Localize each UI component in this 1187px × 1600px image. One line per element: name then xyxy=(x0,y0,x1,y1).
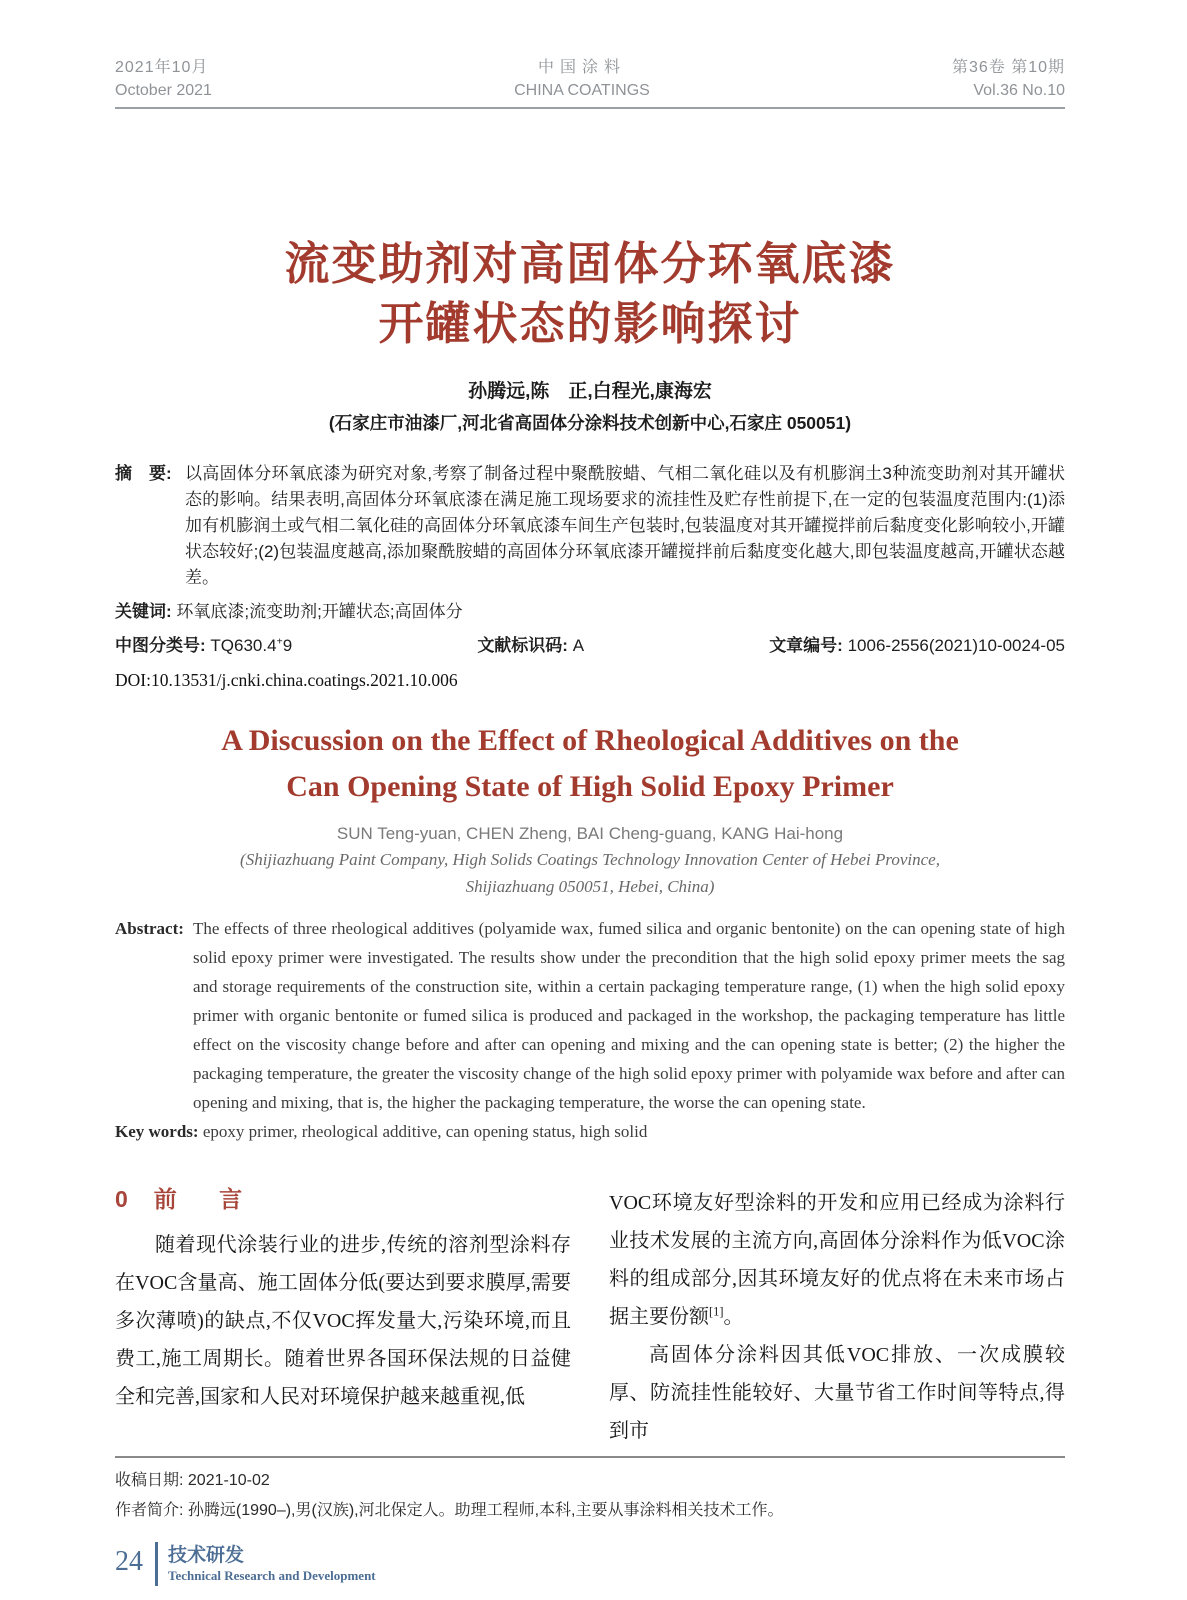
abstract-cn-label: 摘 要: xyxy=(115,464,172,483)
received-date-label: 收稿日期: xyxy=(115,1472,184,1489)
clc-value-sup: + xyxy=(276,635,283,648)
keywords-en-text: epoxy primer, rheological additive, can opening status, high solid xyxy=(202,1122,648,1141)
header-journal xyxy=(514,56,650,102)
intro-left-column xyxy=(115,1184,571,1450)
header-date xyxy=(115,56,212,102)
keywords-cn-label: 关键词: xyxy=(115,602,172,621)
intro-paragraph-2: 高固体分涂料因其低VOC排放、一次成膜较厚、防流挂性能较好、大量节省工作时间等特点,得到市 xyxy=(609,1344,1065,1442)
footer-section-title: 技术研发 xyxy=(168,1545,245,1566)
clc-value-post: 9 xyxy=(282,636,293,655)
section-number: 0 xyxy=(115,1186,128,1212)
authors-en: SUN Teng-yuan, CHEN Zheng, BAI Cheng-guang, KANG Hai-hong xyxy=(336,824,844,843)
author-bio-text: 孙腾远(1990–),男(汉族),河北保定人。助理工程师,本科,主要从事涂料相关技术工作。 xyxy=(187,1502,784,1519)
doi: DOI:10.13531/j.cnki.china.coatings.2021.10.006 xyxy=(115,670,458,690)
article-id-label: 文章编号: xyxy=(769,636,843,655)
paper-title-en-line2: Can Opening State of High Solid Epoxy Primer xyxy=(286,770,894,803)
clc-number xyxy=(115,632,292,659)
page-footer xyxy=(115,1542,1065,1586)
intro-paragraph-1-continued xyxy=(609,1184,1065,1336)
section-title: 前 言 xyxy=(153,1186,261,1212)
keywords-en xyxy=(115,1117,1065,1146)
doc-code-label: 文献标识码: xyxy=(477,636,568,655)
abstract-cn-text: 以高固体分环氧底漆为研究对象,考察了制备过程中聚酰胺蜡、气相二氧化硅以及有机膨润土3种流变助剂对其开罐状态的影响。结果表明,高固体分环氧底漆在满足施工现场要求的流挂性及贮存性前提下,在一定的包装温度范围内:(1)添加有机膨润土或气相二氧化硅的高固体分环氧底漆车间生产包装时,包装温度对其开罐搅拌前后黏度变化影响较小,开罐状态较好;(2)包装温度越高,添加聚酰胺蜡的高固体分环氧底漆开罐搅拌前后黏度变化越大,即包装温度越高,开罐状态越差。 xyxy=(185,464,1065,587)
header-issue-cn: 第36卷 第10期 xyxy=(951,59,1065,76)
header-issue-en: Vol.36 No.10 xyxy=(973,82,1065,99)
doc-code-value: A xyxy=(572,636,585,655)
keywords-cn-text: 环氧底漆;流变助剂;开罐状态;高固体分 xyxy=(176,602,463,621)
header-journal-en: CHINA COATINGS xyxy=(514,82,650,99)
intro-section xyxy=(115,1184,1065,1450)
received-date-line xyxy=(115,1466,1065,1496)
intro-right-column xyxy=(609,1184,1065,1450)
doc-code xyxy=(477,632,584,659)
affiliation-en-line1: (Shijiazhuang Paint Company, High Solids Coatings Technology Innovation Center of Hebei Province, xyxy=(240,850,940,869)
paper-title-cn xyxy=(115,234,1065,354)
affiliation-cn: (石家庄市油漆厂,河北省高固体分涂料技术创新中心,石家庄 050051) xyxy=(328,413,852,433)
abstract-en xyxy=(115,914,1065,1117)
paper-title-en-line1: A Discussion on the Effect of Rheological Additives on the xyxy=(221,724,959,757)
header-journal-cn: 中国涂料 xyxy=(537,59,626,76)
footer-divider-bar xyxy=(155,1542,158,1586)
abstract-en-text: The effects of three rheological additives (polyamide wax, fumed silica and organic bentonite) on the can opening state of high solid epoxy primer were investigated. The results show under the precondition that the high solid epoxy primer meets the sag and storage requirements of the construction site, within a certain packaging temperature range, (1) when the high solid epoxy primer with organic bentonite or fumed silica is produced and packaged in the workshop, the packaging temperature has little effect on the viscosity change before and after can opening and mixing and the can opening state is better; (2) the higher the packaging temperature, the greater the viscosity change of the high solid epoxy primer with polyamide wax before and after can opening and mixing, that is, the higher the packaging temperature, the worse the can opening state. xyxy=(193,919,1065,1112)
footer-section xyxy=(168,1544,376,1584)
meta-row xyxy=(115,632,1065,659)
author-bio-line xyxy=(115,1496,1065,1526)
clc-label: 中图分类号: xyxy=(115,636,206,655)
paper-title-en xyxy=(115,718,1065,810)
reference-1-marker: [1] xyxy=(709,1304,724,1319)
paper-title-cn-line1: 流变助剂对高固体分环氧底漆 xyxy=(284,238,896,289)
intro-paragraph-1-cont-text: VOC环境友好型涂料的开发和应用已经成为涂料行业技术发展的主流方向,高固体分涂料作为低VOC涂料的组成部分,因其环境友好的优点将在未来市场占据主要份额 xyxy=(609,1192,1065,1328)
abstract-en-label: Abstract: xyxy=(115,919,184,938)
footer-section-subtitle: Technical Research and Development xyxy=(168,1568,376,1583)
affiliation-en-line2: Shijiazhuang 050051, Hebei, China) xyxy=(465,877,715,896)
section-heading xyxy=(115,1184,571,1214)
article-id xyxy=(769,632,1065,659)
footnote-block xyxy=(115,1456,1065,1526)
authors-cn: 孙腾远,陈 正,白程光,康海宏 xyxy=(468,381,712,402)
journal-header xyxy=(115,56,1065,109)
affiliation-en xyxy=(115,846,1065,900)
author-bio-label: 作者简介: xyxy=(115,1502,184,1519)
keywords-cn xyxy=(115,598,1065,625)
header-date-en: October 2021 xyxy=(115,82,212,99)
clc-value-pre: TQ630.4 xyxy=(210,636,277,655)
article-id-value: 1006-2556(2021)10-0024-05 xyxy=(847,636,1065,655)
header-issue xyxy=(952,56,1065,102)
keywords-en-label: Key words: xyxy=(115,1122,199,1141)
intro-paragraph-1: 随着现代涂装行业的进步,传统的溶剂型涂料存在VOC含量高、施工固体分低(要达到要求膜厚,需要多次薄喷)的缺点,不仅VOC挥发量大,污染环境,而且费工,施工周期长。随着世界各国环保法规的日益健全和完善,国家和人民对环境保护越来越重视,低 xyxy=(115,1234,571,1408)
received-date-value: 2021-10-02 xyxy=(187,1472,270,1489)
page-number: 24 xyxy=(115,1546,143,1577)
intro-paragraph-1-cont-end: 。 xyxy=(723,1306,744,1328)
abstract-cn xyxy=(115,461,1065,591)
paper-title-cn-line2: 开罐状态的影响探讨 xyxy=(378,298,802,349)
header-date-cn: 2021年10月 xyxy=(115,59,209,76)
